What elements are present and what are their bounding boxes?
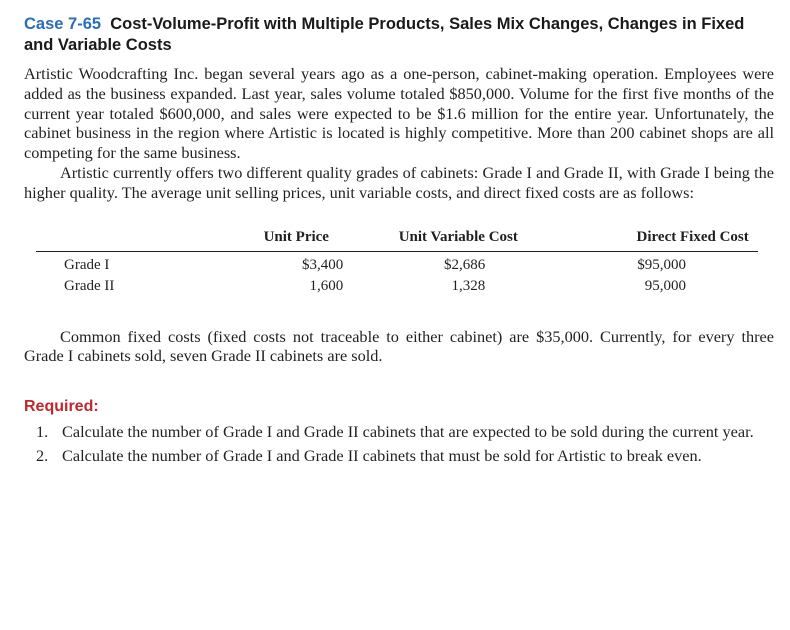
case-page: [24, 14, 774, 470]
case-title: Cost-Volume-Profit with Multiple Products, Sales Mix Changes, Changes in Fixed and Variable Costs: [24, 15, 745, 54]
list-item: [24, 446, 774, 466]
cell-unit-price: 1,600: [309, 277, 344, 294]
header-direct-fixed-cost: [535, 229, 758, 252]
cell-unit-variable-cost: 1,328: [451, 277, 486, 294]
table-row: [36, 276, 758, 297]
header-unit-price: [233, 229, 351, 252]
cell-direct-fixed-cost: 95,000: [644, 277, 686, 294]
case-number: Case 7-65: [24, 15, 102, 33]
case-heading: [24, 14, 774, 56]
header-direct-fixed-cost-label: Direct Fixed Cost: [636, 228, 749, 245]
header-blank: [36, 229, 233, 252]
header-unit-variable-cost-label: Unit Variable Cost: [398, 228, 518, 245]
header-unit-price-label: Unit Price: [263, 228, 329, 245]
row-name: Grade II: [64, 277, 115, 294]
item-number: 2.: [36, 445, 49, 465]
cell-direct-fixed-cost: $95,000: [637, 257, 686, 274]
cell-unit-variable-cost: $2,686: [444, 257, 486, 274]
table-header-row: [36, 229, 758, 252]
grades-paragraph: Artistic currently offers two different quality grades of cabinets: Grade I and Grade II, with Grade I being the higher quality. The average unit selling prices, unit variable costs, and direct fixed costs are as follows:: [24, 162, 774, 202]
item-text: Calculate the number of Grade I and Grade II cabinets that must be sold for Artistic to break even.: [62, 445, 702, 465]
header-unit-variable-cost: [351, 229, 535, 252]
list-item: [24, 422, 774, 442]
intro-paragraph: Artistic Woodcrafting Inc. began several years ago as a one-person, cabinet-making operation. Employees were added as the business expanded. Last year, sales volume totaled $850,000. Volume for the first five months of the current year totaled $600,000, and sales were expected to be $1.6 million for the entire year. Unfortunately, the cabinet business in the region where Artistic is located is highly competitive. More than 200 cabinet shops are all competing for the same business.: [24, 64, 774, 163]
common-fixed-costs-paragraph: Common fixed costs (fixed costs not traceable to either cabinet) are $35,000. Currently, for every three Grade I cabinets sold, seven Grade II cabinets are sold.: [24, 326, 774, 366]
cost-table: [36, 229, 758, 297]
item-text: Calculate the number of Grade I and Grade II cabinets that are expected to be sold during the current year.: [62, 422, 754, 442]
row-name: Grade I: [64, 257, 110, 274]
required-list: [24, 422, 774, 466]
cell-unit-price: $3,400: [302, 257, 344, 274]
table-row: [36, 251, 758, 276]
required-label: Required:: [24, 398, 99, 416]
item-number: 1.: [36, 422, 49, 442]
